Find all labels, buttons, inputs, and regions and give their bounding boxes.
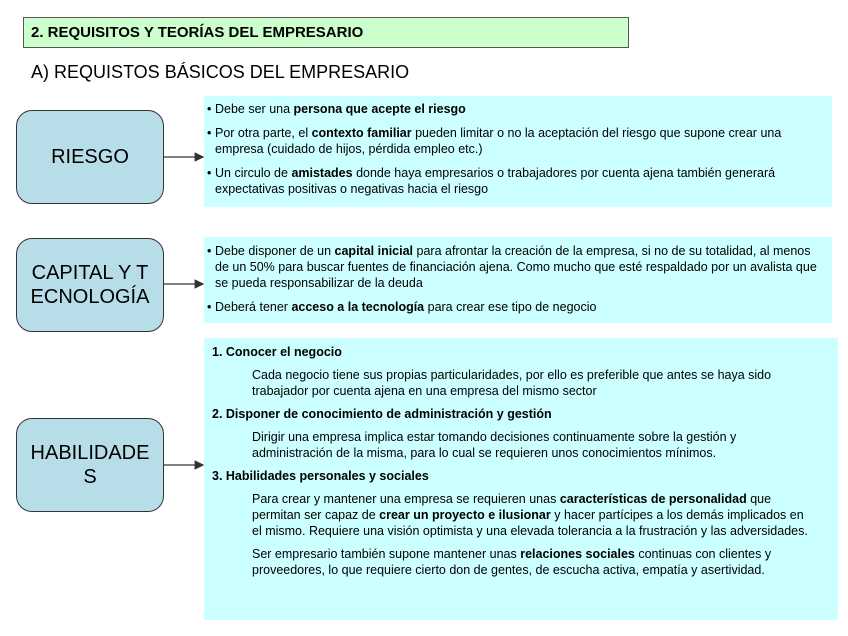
capital-bullet-2: • Deberá tener acceso a la tecnología para crear ese tipo de negocio bbox=[207, 299, 824, 315]
slide-title: 2. REQUISITOS Y TEORÍAS DEL EMPRESARIO bbox=[23, 17, 629, 48]
habilidades-heading-2: 2. Disponer de conocimiento de administración y gestión bbox=[212, 407, 552, 421]
node-capital-tecnologia bbox=[16, 238, 164, 332]
node-habilidades bbox=[16, 418, 164, 512]
panel-habilidades bbox=[204, 338, 838, 620]
panel-capital bbox=[204, 237, 832, 323]
section-heading: A) REQUISTOS BÁSICOS DEL EMPRESARIO bbox=[31, 62, 410, 82]
node-habilidades-label: HABILIDADES bbox=[30, 442, 150, 488]
node-riesgo-label: RIESGO bbox=[51, 146, 129, 168]
node-capital-label: CAPITAL Y TECNOLOGÍA bbox=[30, 262, 150, 308]
habilidades-para-3a: Para crear y mantener una empresa se requieren unas características de personalidad que permitan ser capaz de crear un proyecto e ilusionar y hacer partícipes a los demás implicados en el mismo. Requiere una visión optimista y una elevada tolerancia a la frustración y las adversidades. bbox=[252, 492, 808, 538]
node-riesgo bbox=[16, 110, 164, 204]
capital-bullet-1: • Debe disponer de un capital inicial para afrontar la creación de la empresa, si no de su totalidad, al menos de un 50% para buscar fuentes de financiación ajena. Como mucho que esté respaldado por un avalista que se pueda responsabilizar de la deuda bbox=[207, 243, 824, 291]
habilidades-para-1: Cada negocio tiene sus propias particularidades, por ello es preferible que antes se haya sido trabajador por cuenta ajena en una empresa del mismo sector bbox=[252, 368, 772, 398]
habilidades-para-2: Dirigir una empresa implica estar tomando decisiones continuamente sobre la gestión y administración de la misma, para lo cual se requieren unos conocimientos mínimos. bbox=[252, 430, 737, 460]
riesgo-bullet-1: • Debe ser una persona que acepte el riesgo bbox=[207, 101, 824, 117]
riesgo-bullet-2: • Por otra parte, el contexto familiar pueden limitar o no la aceptación del riesgo que supone crear una empresa (cuidado de hijos, pérdida empleo etc.) bbox=[207, 125, 824, 157]
habilidades-para-3b: Ser empresario también supone mantener unas relaciones sociales continuas con clientes y proveedores, lo que requiere cierto don de gentes, de escucha activa, empatía y asertividad. bbox=[252, 547, 772, 577]
riesgo-bullet-3: • Un circulo de amistades donde haya empresarios o trabajadores por cuenta ajena también generará expectativas positivas o negativas hacia el riesgo bbox=[207, 165, 824, 197]
panel-riesgo bbox=[204, 96, 832, 207]
habilidades-heading-1: 1. Conocer el negocio bbox=[212, 345, 342, 359]
habilidades-heading-3: 3. Habilidades personales y sociales bbox=[212, 469, 429, 483]
